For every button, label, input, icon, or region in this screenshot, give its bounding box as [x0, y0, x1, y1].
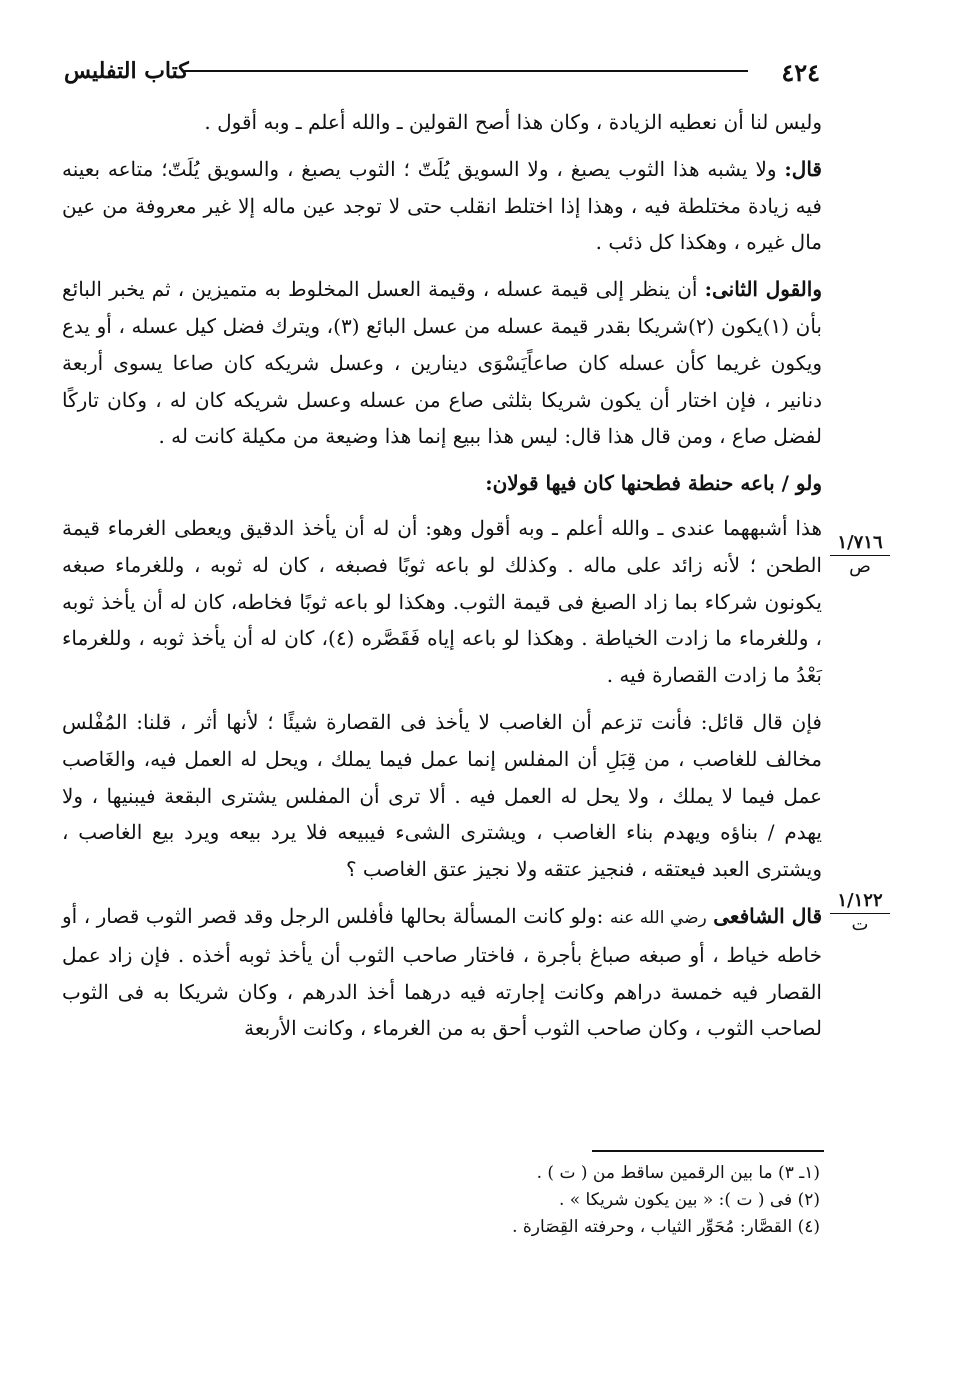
paragraph	[62, 104, 822, 141]
folio-number: ١/١٢٢	[830, 890, 890, 914]
footnote: (١ـ ٣) ما بين الرقمين ساقط من ( ت ) .	[536, 1163, 820, 1183]
paragraph-lead: قال الشافعى	[713, 903, 823, 928]
paragraph-lead: قال:	[784, 156, 822, 181]
footnote: (٢) فى ( ت ): « بين يكون شريكا » .	[558, 1190, 820, 1210]
footnote: (٤) القصَّار: مُحَوِّر الثياب ، وحرفته القِصَارة .	[512, 1217, 820, 1237]
manuscript-siglum: ت	[851, 914, 869, 935]
honorific-symbol: رضي الله عنه	[609, 907, 707, 928]
footnotes	[140, 1160, 820, 1241]
paragraph-lead: والقول الثانى:	[704, 277, 822, 302]
paragraph-text: ولو / باعه حنطة فطحنها كان فيها قولان:	[485, 471, 822, 496]
manuscript-siglum: ص	[849, 556, 871, 577]
margin-folio-ref	[830, 532, 890, 577]
paragraph-text: وليس لنا أن نعطيه الزيادة ، وكان هذا أصح القولين ـ والله أعلم ـ وبه أقول .	[204, 110, 822, 134]
paragraph	[62, 704, 822, 888]
main-text	[62, 104, 822, 1047]
footnote-rule	[592, 1150, 824, 1152]
paragraph-text: ولا يشبه هذا الثوب يصبغ ، ولا السويق يُلَتّ ؛ الثوب يصبغ ، والسويق يُلَتّ؛ متاعه بعينه فيه زيادة مختلطة فيه ، وهذا إذا اختلط انقلب حتى لا توجد عين ماله إلا غير معروفة من عين مال غيره ، وهكذا كل ذئب .	[62, 156, 822, 255]
paragraph-text: :ولو كانت المسألة بحالها فأفلس الرجل وقد قصر الثوب قصار ، أو خاطه خياط ، أو صبغه صباغ بأجرة ، فاختار صاحب الثوب أن يأخذ ثوبه أخذه . فإن زاد عمل القصار فيه خمسة دراهم وكانت إجارته فيه درهما أخذ الدرهم ، وكان شريكا به فى الثوب لصاحب الثوب ، وكان صاحب الثوب أحق به من الغرماء ، وكانت الأربعة	[62, 903, 823, 1041]
paragraph	[62, 271, 822, 455]
paragraph-text: أن ينظر إلى قيمة عسله ، وقيمة العسل المخلوط به متميزين ، ثم يخبر البائع بأن (١)يكون (٢)شريكا بقدر قيمة عسله من عسل البائع (٣)، ويترك فضل كيل عسله ، أو يدع ويكون غريما كأن عسله كان صاعاًيَسْوَى دينارين ، وعسل شريكه كان صاعا يسوى أربعة دنانير ، فإن اختار أن يكون شريكا بثلثى صاع من عسله وعسل شريكه كان له ، وكان تاركًا لفضل صاع ، ومن قال هذا قال: ليس هذا ببيع إنما هذا وضيعة من مكيلة كانت له .	[62, 277, 822, 449]
paragraph	[62, 151, 822, 261]
book-title: كتاب التفليس	[64, 58, 189, 84]
header-rule	[182, 70, 748, 72]
paragraph-text: هذا أشبههما عندى ـ والله أعلم ـ وبه أقول وهو: أن له أن يأخذ الدقيق ويعطى الغرماء قيمة الطحن ؛ لأنه زائد على ماله . وكذلك لو باعه ثوبًا فصبغه ، كان له ثوبه ، وللغرماء صبغه يكونون شركاء بما زاد الصبغ فى قيمة الثوب. وهكذا لو باعه ثوبًا فخاطه، كان له أن يأخذ ثوبه ، وللغرماء ما زادت الخياطة . وهكذا لو باعه إياه فَقَصَّره (٤)، كان له أن يأخذ ثوبه ، وللغرماء بَعْدُ ما زادت القصارة فيه .	[62, 515, 822, 688]
section-heading	[62, 465, 822, 502]
paragraph	[62, 898, 822, 1047]
paragraph-text: فإن قال قائل: فأنت تزعم أن الغاصب لا يأخذ فى القصارة شيئًا ؛ لأنها أثر ، قلنا: المُفْلس مخالف للغاصب ، من قِبَلِ أن المفلس إنما عمل فيما يملك ، ويحل له العمل فيه، والغَاصب عمل فيما لا يملك ، ولا يحل له العمل فيه . ألا ترى أن المفلس يشترى البقعة فيبنيها ، ولا يهدم / بناؤه ويهدم بناء الغاصب ، ويشترى الشىء فيبيعه فلا يرد بيعه ويرد بيع الغاصب ، ويشترى العبد فيعتقه ، فنجيز عتقه ولا نجيز عتق الغاصب ؟	[62, 709, 822, 882]
paragraph	[62, 510, 822, 694]
margin-folio-ref	[830, 890, 890, 935]
folio-number: ١/٧١٦	[830, 532, 890, 556]
page-header	[64, 56, 820, 90]
page-number: ٤٢٤	[781, 58, 820, 87]
